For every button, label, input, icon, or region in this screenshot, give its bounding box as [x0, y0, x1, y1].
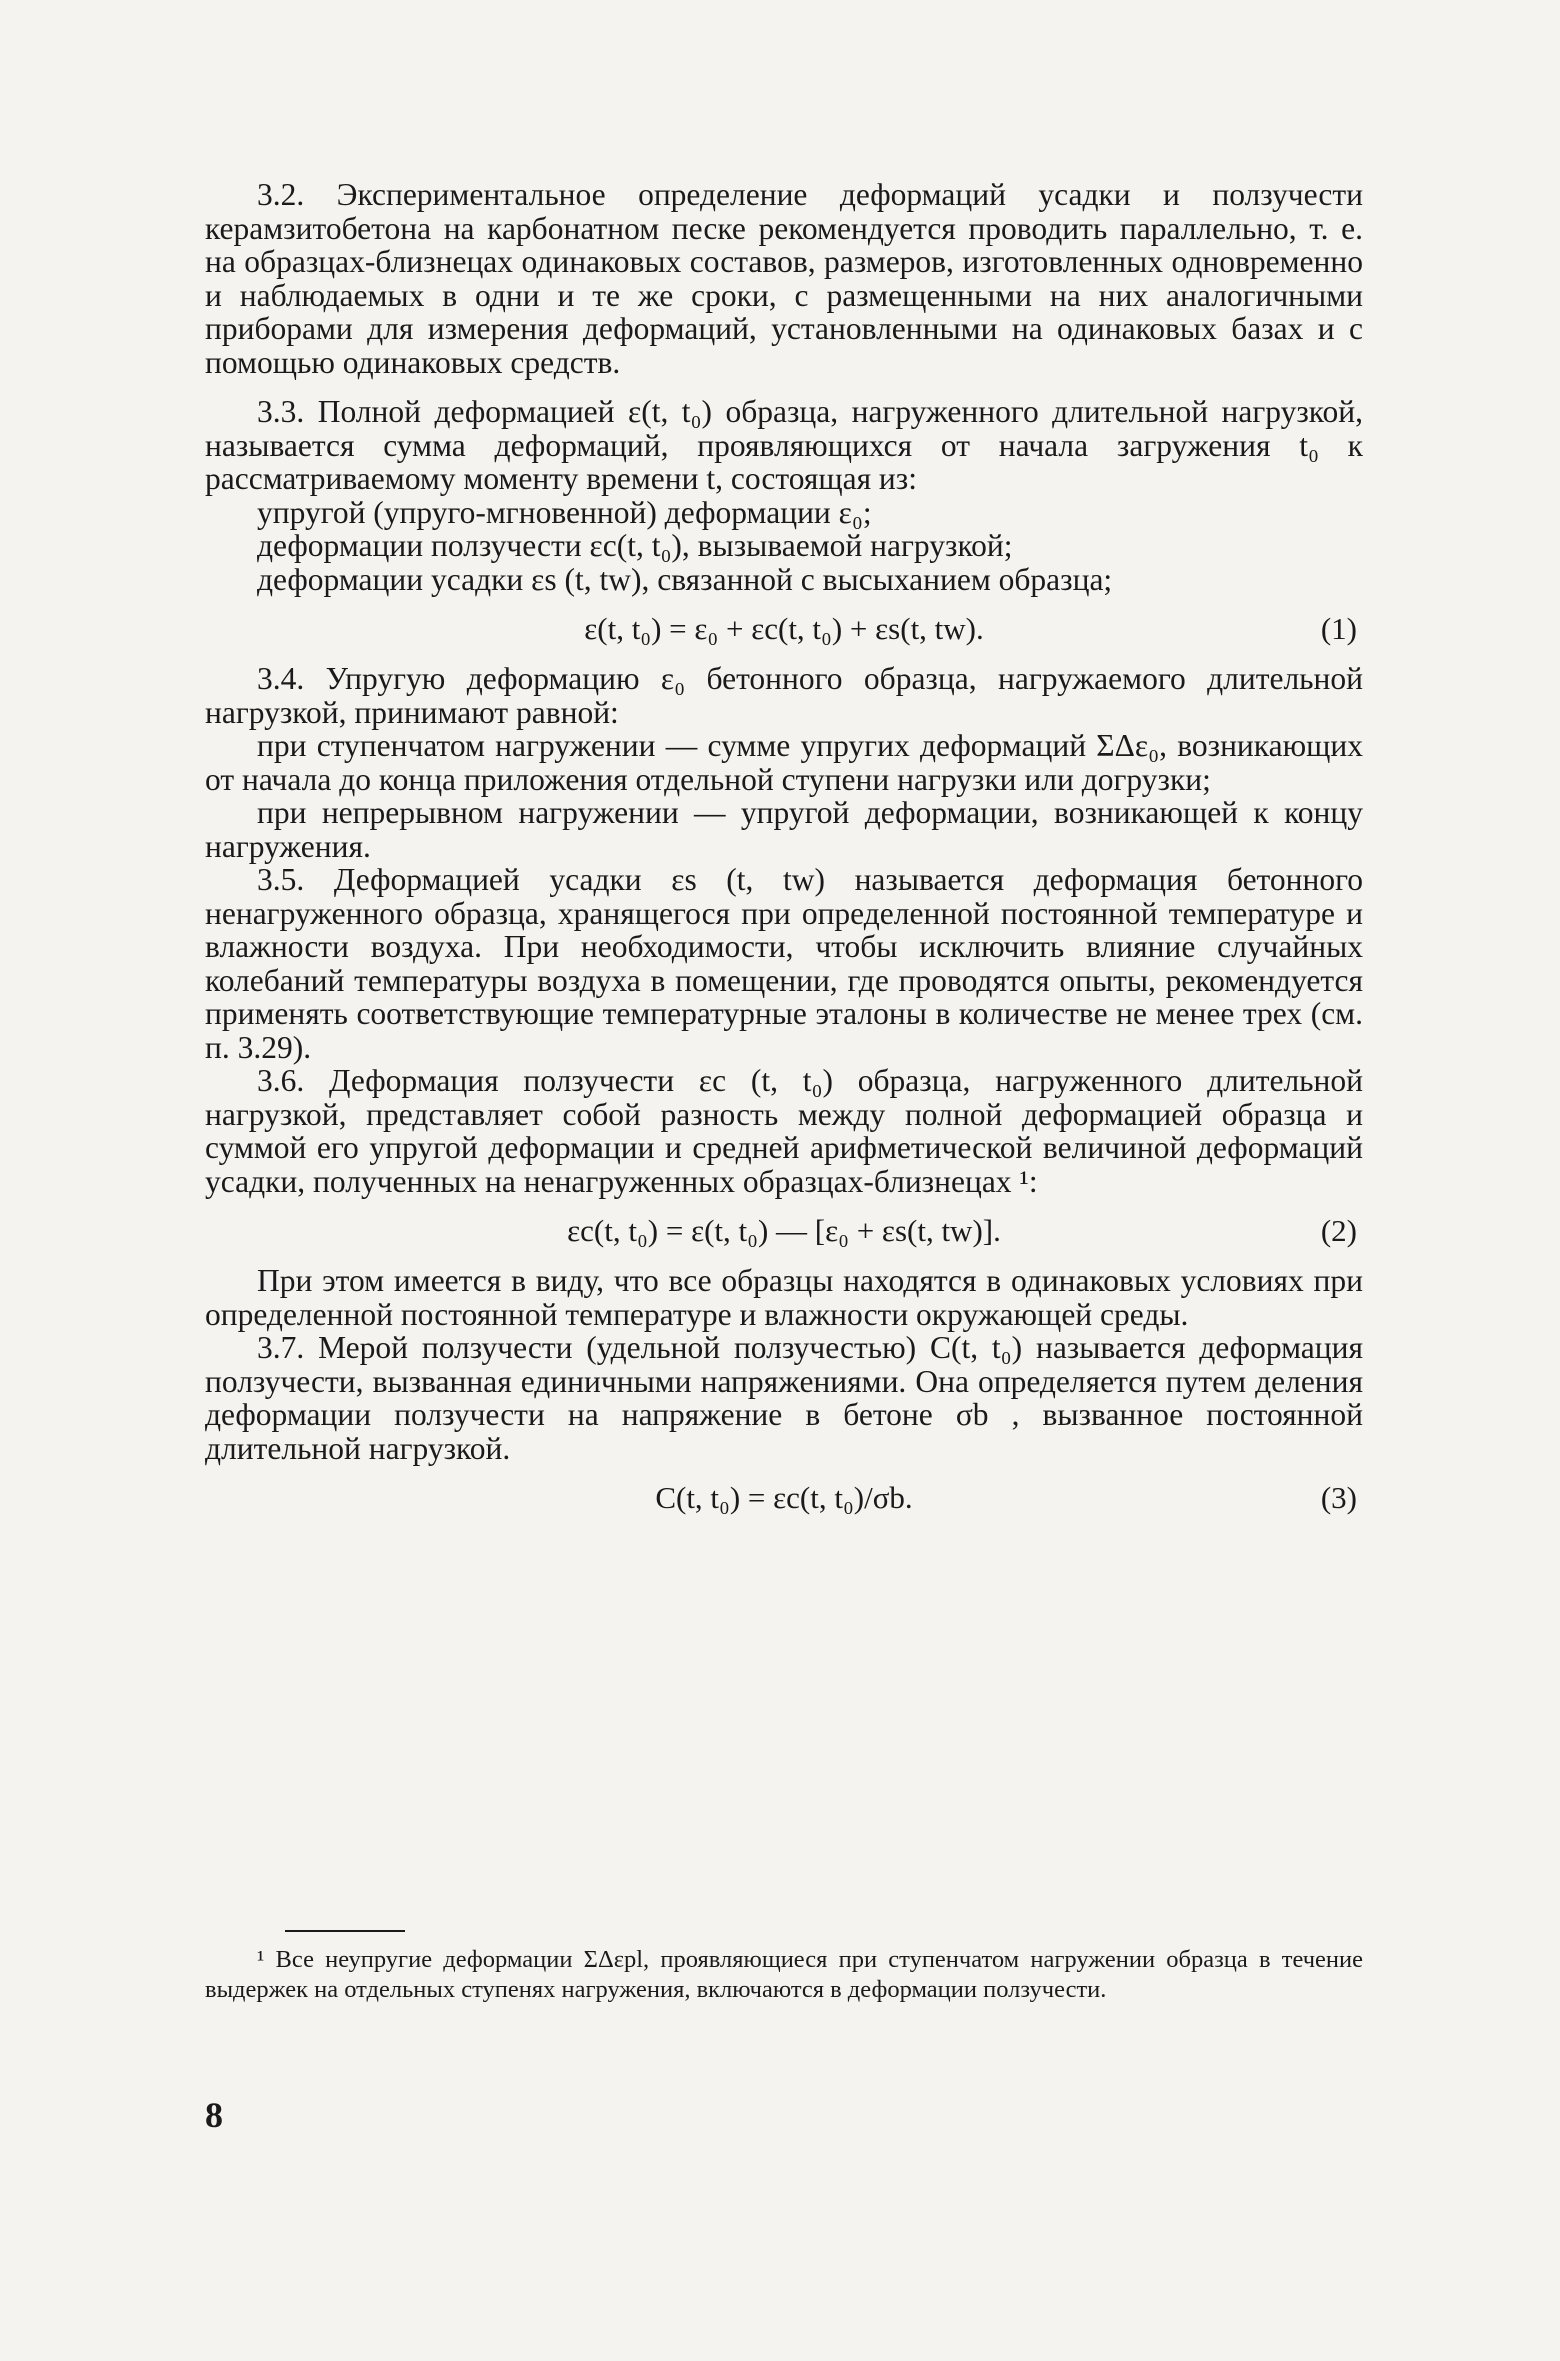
- list-item-elastic: упругой (упруго-мгновенной) деформации ε₀;: [257, 494, 872, 530]
- formula-3: [205, 1465, 1363, 1531]
- formula-1-number: (1): [1320, 611, 1357, 646]
- list-item-shrinkage: деформации усадки εs (t, tw), связанной с высыханием образца;: [257, 561, 1113, 597]
- paragraph-3-6-continued: При этом имеется в виду, что все образцы находятся в одинаковых условиях при определенной постоянной температуре и влажности окружающей среды.: [205, 1263, 1363, 1332]
- formula-2: [205, 1198, 1363, 1264]
- list-item-creep: деформации ползучести εc(t, t₀), вызываемой нагрузкой;: [257, 528, 1013, 563]
- paragraph-3-6: 3.6. Деформация ползучести εc (t, t₀) образца, нагруженного длительной нагрузкой, представляет собой разность между полной деформацией образца и суммой его упругой деформации и средней арифметической величиной деформаций усадки, полученных на ненагруженных образцах-близнецах ¹:: [205, 1063, 1363, 1199]
- paragraph-3-7: 3.7. Мерой ползучести (удельной ползучестью) C(t, t₀) называется деформация ползучести, вызванная единичными напряжениями. Она определяется путем деления деформации ползучести на напряжение в бетоне σb , вызванное постоянной длительной нагрузкой.: [205, 1330, 1363, 1466]
- formula-2-expression: εc(t, t₀) = ε(t, t₀) — [ε₀ + εs(t, tw)].: [567, 1213, 1001, 1248]
- formula-2-number: (2): [1320, 1213, 1357, 1248]
- paragraph-3-2: 3.2. Экспериментальное определение деформаций усадки и ползучести керамзитобетона на карбонатном песке рекомендуется проводить параллельно, т. е. на образцах-близнецах одинаковых составов, размеров, изготовленных одновременно и наблюдаемых в одни и те же сроки, с размещенными на них аналогичными приборами для измерения деформаций, установленными на одинаковых базах и с помощью одинаковых средств.: [205, 177, 1363, 380]
- page-number: 8: [205, 2095, 223, 2135]
- paragraph-3-5: 3.5. Деформацией усадки εs (t, tw) называется деформация бетонного ненагруженного образца, хранящегося при определенной постоянной температуре и влажности воздуха. При необходимости, чтобы исключить влияние случайных колебаний температуры воздуха в помещении, где проводятся опыты, рекомендуется применять соответствующие температурные эталоны в количестве не менее трех (см. п. 3.29).: [205, 862, 1363, 1065]
- formula-1: [205, 596, 1363, 662]
- list-item-continuous: при непрерывном нагружении — упругой деформации, возникающей к концу нагружения.: [205, 795, 1363, 864]
- formula-3-number: (3): [1320, 1480, 1357, 1515]
- footnote-text: ¹ Все неупругие деформации ΣΔεpl, проявляющиеся при ступенчатом нагружении образца в течение выдержек на отдельных ступенях нагружения, включаются в деформации ползучести.: [205, 1946, 1363, 2003]
- body-text: [205, 178, 1363, 1531]
- paragraph-3-4: 3.4. Упругую деформацию ε₀ бетонного образца, нагружаемого длительной нагрузкой, принимают равной:: [205, 661, 1363, 730]
- list-item-stepwise: при ступенчатом нагружении — сумме упругих деформаций ΣΔε₀, возникающих от начала до конца приложения отдельной ступени нагрузки или догрузки;: [205, 728, 1363, 797]
- formula-3-expression: C(t, t₀) = εc(t, t₀)/σb.: [655, 1480, 913, 1515]
- footnote-divider: [285, 1930, 405, 1932]
- formula-1-expression: ε(t, t₀) = ε₀ + εc(t, t₀) + εs(t, tw).: [584, 611, 984, 646]
- footnote: [205, 1945, 1363, 2005]
- paragraph-3-3: 3.3. Полной деформацией ε(t, t₀) образца, нагруженного длительной нагрузкой, называется сумма деформаций, проявляющихся от начала загружения t₀ к рассматриваемому моменту времени t, состоящая из:: [205, 394, 1363, 496]
